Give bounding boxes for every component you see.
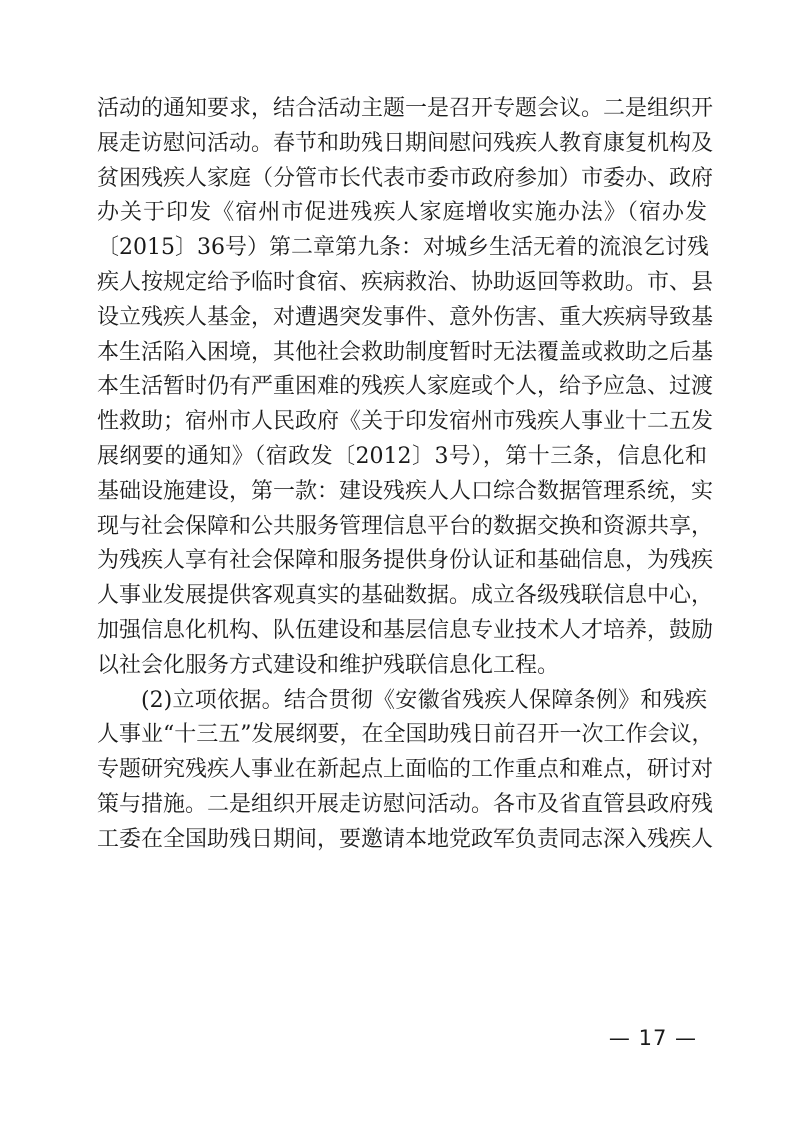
paragraph-end-line: 以社会化服务方式建设和维护残联信息化工程。 [97,652,560,678]
text-line: 活动的通知要求，结合活动主题一是召开专题会议。二是组织开 [97,96,714,121]
text-line: 工委在全国助残日期间，要邀请本地党政军负责同志深入残疾人 [97,826,714,852]
text-line: 设立残疾人基金，对遭遇突发事件、意外伤害、重大疾病导致基 [97,304,714,330]
text-line: 办关于印发《宿州市促进残疾人家庭增收实施办法》（宿办发 [97,200,707,226]
text-line: 现与社会保障和公共服务管理信息平台的数据交换和资源共享， [97,513,714,539]
text-line: 人事业“十三五”发展纲要，在全国助残日前召开一次工作会议， [97,722,714,748]
text-line: 人事业发展提供客观真实的基础数据。成立各级残联信息中心， [97,583,714,609]
text-line: 专题研究残疾人事业在新起点上面临的工作重点和难点，研讨对 [97,757,714,783]
text-line: 本生活暂时仍有严重困难的残疾人家庭或个人，给予应急、过渡 [97,374,714,400]
text-line: 性救助；宿州市人民政府《关于印发宿州市残疾人事业十二五发 [97,409,714,435]
text-line: 展走访慰问活动。春节和助残日期间慰问残疾人教育康复机构及 [97,130,714,156]
paragraph-start-line: (2)立项依据。结合贯彻《安徽省残疾人保障条例》和残疾 [141,687,707,713]
text-line: 疾人按规定给予临时食宿、疾病救治、协助返回等救助。市、县 [97,269,714,295]
text-line: 为残疾人享有社会保障和服务提供身份认证和基础信息，为残疾 [97,548,714,574]
text-line: 展纲要的通知》（宿政发〔2012〕3号），第十三条，信息化和 [97,443,707,469]
text-line: 加强信息化机构、队伍建设和基层信息专业技术人才培养，鼓励 [97,617,714,643]
text-line: 贫困残疾人家庭（分管市长代表市委市政府参加）市委办、政府 [97,165,714,191]
body-text [97,92,714,858]
text-line: 〔2015〕36号）第二章第九条：对城乡生活无着的流浪乞讨残 [97,235,709,261]
text-line: 基础设施建设，第一款：建设残疾人人口综合数据管理系统，实 [97,478,714,504]
text-line: 本生活陷入困境，其他社会救助制度暂时无法覆盖或救助之后基 [97,339,714,365]
text-line: 策与措施。二是组织开展走访慰问活动。各市及省直管县政府残 [97,791,714,817]
page-number: — 17 — [608,1026,697,1050]
